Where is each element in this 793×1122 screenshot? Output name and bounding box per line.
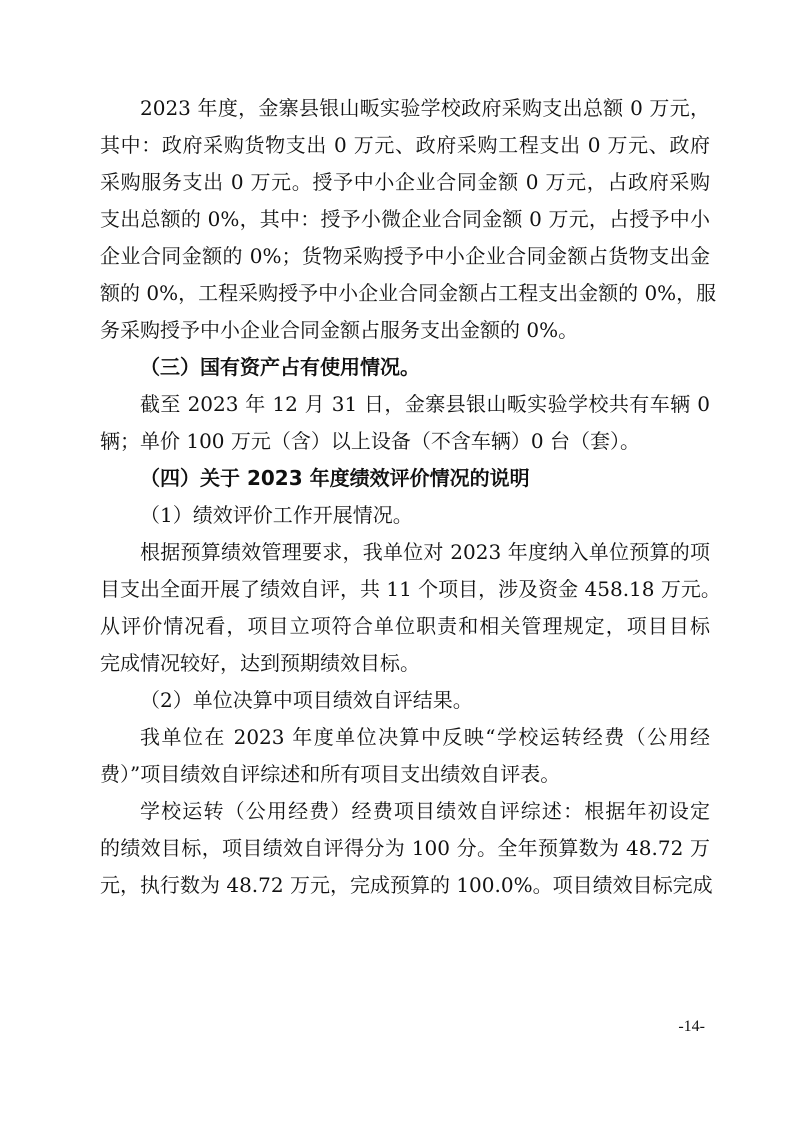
- text-line: 费）”项目绩效自评综述和所有项目支出绩效自评表。: [100, 762, 561, 786]
- text-line: 辆；单价 100 万元（含）以上设备（不含车辆）0 台（套）。: [100, 429, 640, 453]
- text-line: 采购服务支出 0 万元。授予中小企业合同金额 0 万元，占政府采购: [100, 170, 710, 194]
- text-line: 企业合同金额的 0%；货物采购授予中小企业合同金额占货物支出金: [100, 244, 710, 268]
- body-paragraph: [100, 534, 721, 682]
- body-paragraph: [100, 719, 710, 793]
- document-body: [100, 90, 721, 904]
- text-line: 额的 0%，工程采购授予中小企业合同金额占工程支出金额的 0%，服: [100, 281, 717, 305]
- text-line: （四）关于 2023 年度绩效评价情况的说明: [140, 466, 530, 490]
- text-line: 其中：政府采购货物支出 0 万元、政府采购工程支出 0 万元、政府: [100, 133, 710, 157]
- text-line: 元，执行数为 48.72 万元，完成预算的 100.0%。项目绩效目标完成: [100, 873, 713, 897]
- text-line: 支出总额的 0%，其中：授予小微企业合同金额 0 万元，占授予中小: [100, 207, 710, 231]
- body-paragraph: [100, 793, 713, 904]
- body-paragraph: [100, 386, 710, 460]
- text-line: 从评价情况看，项目立项符合单位职责和相关管理规定，项目目标: [100, 614, 710, 638]
- text-line: 目支出全面开展了绩效自评，共 11 个项目，涉及资金 458.18 万元。: [100, 577, 721, 601]
- text-line: 学校运转（公用经费）经费项目绩效自评综述：根据年初设定: [140, 799, 710, 823]
- text-line: 完成情况较好，达到预期绩效目标。: [100, 651, 420, 675]
- text-line: （2）单位决算中项目绩效自评结果。: [140, 688, 473, 712]
- text-line: （三）国有资产占有使用情况。: [140, 355, 420, 379]
- text-line: 的绩效目标，项目绩效自评得分为 100 分。全年预算数为 48.72 万: [100, 836, 710, 860]
- body-paragraph: [100, 90, 717, 349]
- page-number: -14-: [678, 1018, 705, 1035]
- body-paragraph: [100, 682, 710, 719]
- section-heading: [100, 460, 710, 497]
- text-line: 我单位在 2023 年度单位决算中反映“学校运转经费（公用经: [140, 725, 710, 749]
- text-line: 2023 年度，金寨县银山畈实验学校政府采购支出总额 0 万元，: [140, 96, 710, 120]
- text-line: 根据预算绩效管理要求，我单位对 2023 年度纳入单位预算的项: [140, 540, 710, 564]
- section-heading: [100, 349, 710, 386]
- body-paragraph: [100, 497, 710, 534]
- text-line: （1）绩效评价工作开展情况。: [140, 503, 413, 527]
- text-line: 务采购授予中小企业合同金额占服务支出金额的 0%。: [100, 318, 579, 342]
- text-line: 截至 2023 年 12 月 31 日，金寨县银山畈实验学校共有车辆 0: [140, 392, 710, 416]
